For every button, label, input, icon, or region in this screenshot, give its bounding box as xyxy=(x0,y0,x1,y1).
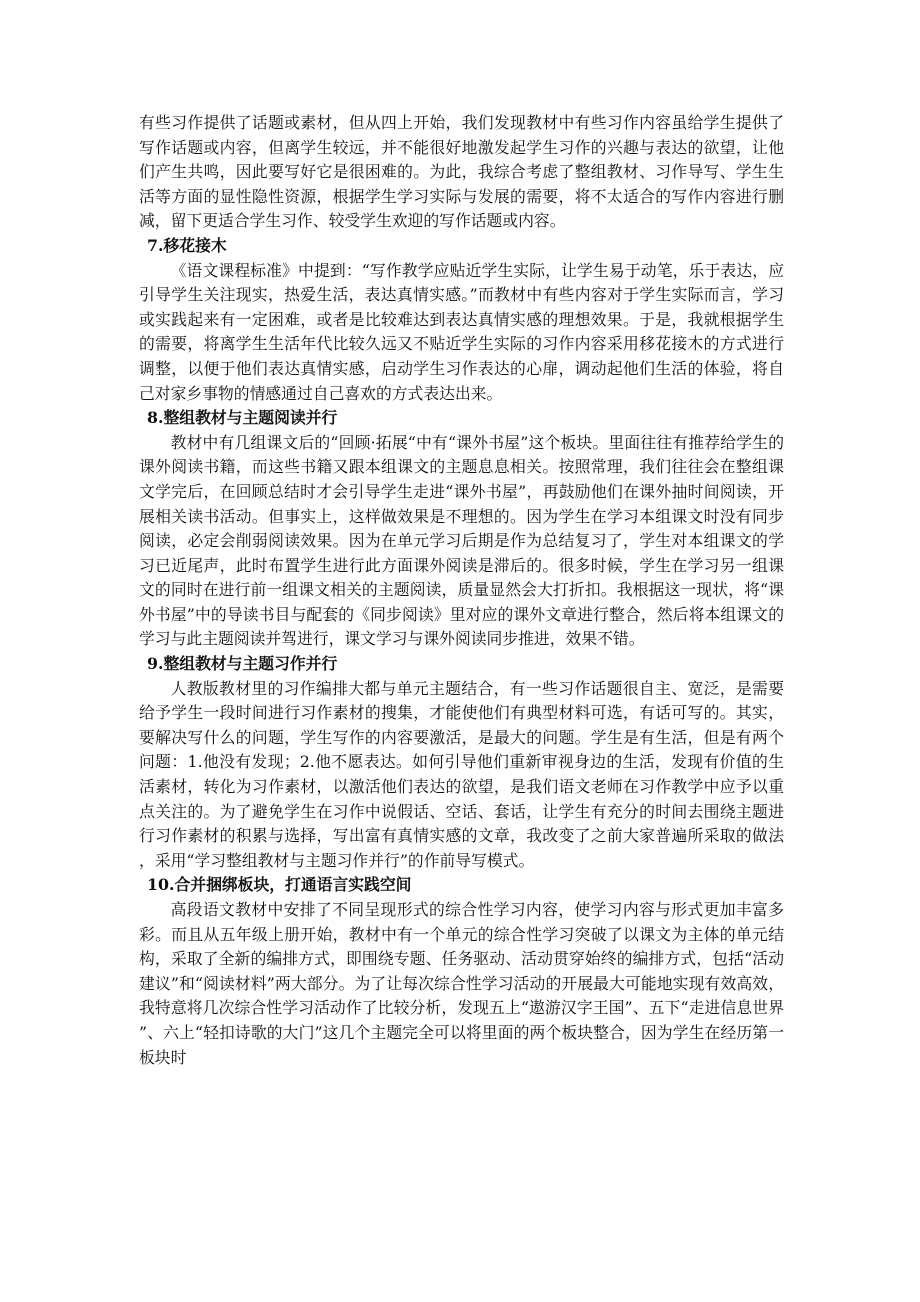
paragraph-section-9: 人教版教材里的习作编排大都与单元主题结合，有一些习作话题很自主、宽泛，是需要给予学生一段时间进行习作素材的搜集，才能使他们有典型材料可选，有话可写的。其实，要解决写什么的问题，学生写作的内容要激活，是最大的问题。学生是有生活，但是有两个问题：1.他没有发现；2.他不愿表达。如何引导他们重新审视身边的生活，发现有价值的生活素材，转化为习作素材，以激活他们表达的欲望，是我们语文老师在习作教学中应予以重点关注的。为了避免学生在习作中说假话、空话、套话，让学生有充分的时间去围绕主题进行习作素材的积累与选择，写出富有真情实感的文章，我改变了之前大家普遍所采取的做法，采用“学习整组教材与主题习作并行”的作前导写模式。 xyxy=(139,678,784,870)
heading-section-8: 8.整组教材与主题阅读并行 xyxy=(147,408,338,428)
paragraph-section-10: 高段语文教材中安排了不同呈现形式的综合性学习内容，使学习内容与形式更加丰富多彩。而且从五年级上册开始，教材中有一个单元的综合性学习突破了以课文为主体的单元结构，采取了全新的编排方式，即围绕专题、任务驱动、活动贯穿始终的编排方式，包括“活动建议”和“阅读材料”两大部分。为了让每次综合性学习活动的开展最大可能地实现有效高效，我特意将几次综合性学习活动作了比较分析，发现五上“遨游汉字王国”、五下“走进信息世界”、六上“轻扣诗歌的大门”这几个主题完全可以将里面的两个板块整合，因为学生在经历第一板块时 xyxy=(139,900,784,1067)
paragraph-section-7: 《语文课程标准》中提到：“写作教学应贴近学生实际，让学生易于动笔，乐于表达，应引导学生关注现实，热爱生活，表达真情实感。”而教材中有些内容对于学生实际而言，学习或实践起来有一定困难，或者是比较难达到表达真情实感的理想效果。于是，我就根据学生的需要，将离学生生活年代比较久远又不贴近学生实际的习作内容采用移花接木的方式进行调整，以便于他们表达真情实感，启动学生习作表达的心扉，调动起他们生活的体验，将自己对家乡事物的情感通过自己喜欢的方式表达出来。 xyxy=(139,260,784,403)
heading-section-7: 7.移花接木 xyxy=(147,235,227,255)
heading-section-10: 10.合并捆绑板块，打通语言实践空间 xyxy=(147,875,412,895)
heading-section-9: 9.整组教材与主题习作并行 xyxy=(147,654,338,674)
paragraph-section-8: 教材中有几组课文后的“回顾·拓展“中有“课外书屋”这个板块。里面往往有推荐给学生的课外阅读书籍，而这些书籍又跟本组课文的主题息息相关。按照常理，我们往往会在整组课文学完后，在回顾总结时才会引导学生走进“课外书屋”，再鼓励他们在课外抽时间阅读，开展相关读书活动。但事实上，这样做效果是不理想的。因为学生在学习本组课文时没有同步阅读，必定会削弱阅读效果。因为在单元学习后期是作为总结复习了，学生对本组课文的学习已近尾声，此时布置学生进行此方面课外阅读是滞后的。很多时候，学生在学习另一组课文的同时在进行前一组课文相关的主题阅读，质量显然会大打折扣。我根据这一现状，将“课外书屋”中的导读书目与配套的《同步阅读》里对应的课外文章进行整合，然后将本组课文的学习与此主题阅读并驾进行，课文学习与课外阅读同步推进，效果不错。 xyxy=(139,432,784,649)
paragraph-intro: 有些习作提供了话题或素材，但从四上开始，我们发现教材中有些习作内容虽给学生提供了写作话题或内容，但离学生较远，并不能很好地激发起学生习作的兴趣与表达的欲望，让他们产生共鸣，因此要写好它是很困难的。为此，我综合考虑了整组教材、习作导写、学生生活等方面的显性隐性资源，根据学生学习实际与发展的需要，将不太适合的写作内容进行删减，留下更适合学生习作、较受学生欢迎的写作话题或内容。 xyxy=(139,113,784,231)
document-page xyxy=(139,111,784,1070)
